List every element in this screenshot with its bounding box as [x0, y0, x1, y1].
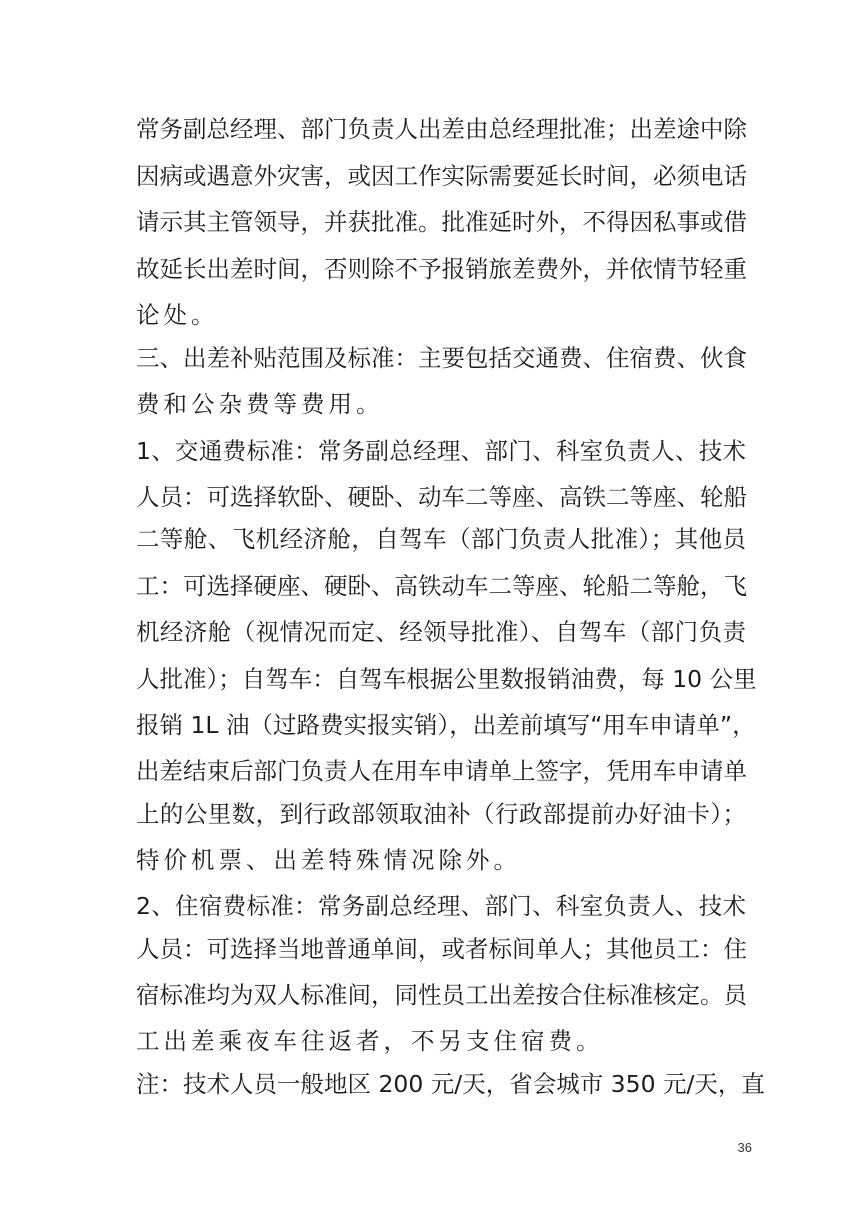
paragraph-line: 二等舱、飞机经济舱，自驾车（部门负责人批准）；其他员	[136, 525, 746, 553]
paragraph-line: 注：技术人员一般地区 200 元/天，省会城市 350 元/天，直	[136, 1070, 765, 1098]
paragraph-line: 1、交通费标准：常务副总经理、部门、科室负责人、技术	[136, 437, 746, 465]
paragraph-line: 人批准）；自驾车：自驾车根据公里数报销油费，每 10 公里	[136, 665, 757, 693]
paragraph-line: 论处。	[136, 301, 219, 329]
paragraph-line: 人员：可选择软卧、硬卧、动车二等座、高铁二等座、轮船	[136, 483, 747, 511]
paragraph-line: 费和公杂费等费用。	[136, 390, 384, 418]
paragraph-line: 工：可选择硬座、硬卧、高铁动车二等座、轮船二等舱，飞	[136, 572, 747, 600]
paragraph-line: 上的公里数，到行政部领取油补（行政部提前办好油卡）；	[136, 800, 746, 828]
paragraph-line: 工出差乘夜车往返者，不另支住宿费。	[136, 1027, 604, 1055]
paragraph-line: 宿标准均为双人标准间，同性员工出差按合住标准核定。员	[136, 981, 747, 1009]
paragraph-line: 出差结束后部门负责人在用车申请单上签字，凭用车申请单	[136, 757, 747, 785]
paragraph-line: 人员：可选择当地普通单间，或者标间单人；其他员工：住	[136, 935, 747, 963]
paragraph-line: 故延长出差时间，否则除不予报销旅差费外，并依情节轻重	[136, 255, 747, 283]
paragraph-line: 报销 1L 油（过路费实报实销），出差前填写“用车申请单”，	[136, 711, 756, 739]
paragraph-line: 常务副总经理、部门负责人出差由总经理批准；出差途中除	[136, 115, 747, 143]
paragraph-line: 特价机票、出差特殊情况除外。	[136, 846, 521, 874]
page-number: 36	[737, 1140, 752, 1155]
paragraph-line: 机经济舱（视情况而定、经领导批准）、自驾车（部门负责	[136, 618, 746, 646]
paragraph-line: 因病或遇意外灾害，或因工作实际需要延长时间，必须电话	[136, 162, 747, 190]
paragraph-line: 请示其主管领导，并获批准。批准延时外，不得因私事或借	[136, 208, 747, 236]
section-heading-line: 三、出差补贴范围及标准：主要包括交通费、住宿费、伙食	[136, 344, 747, 372]
paragraph-line: 2、住宿费标准：常务副总经理、部门、科室负责人、技术	[136, 892, 746, 920]
